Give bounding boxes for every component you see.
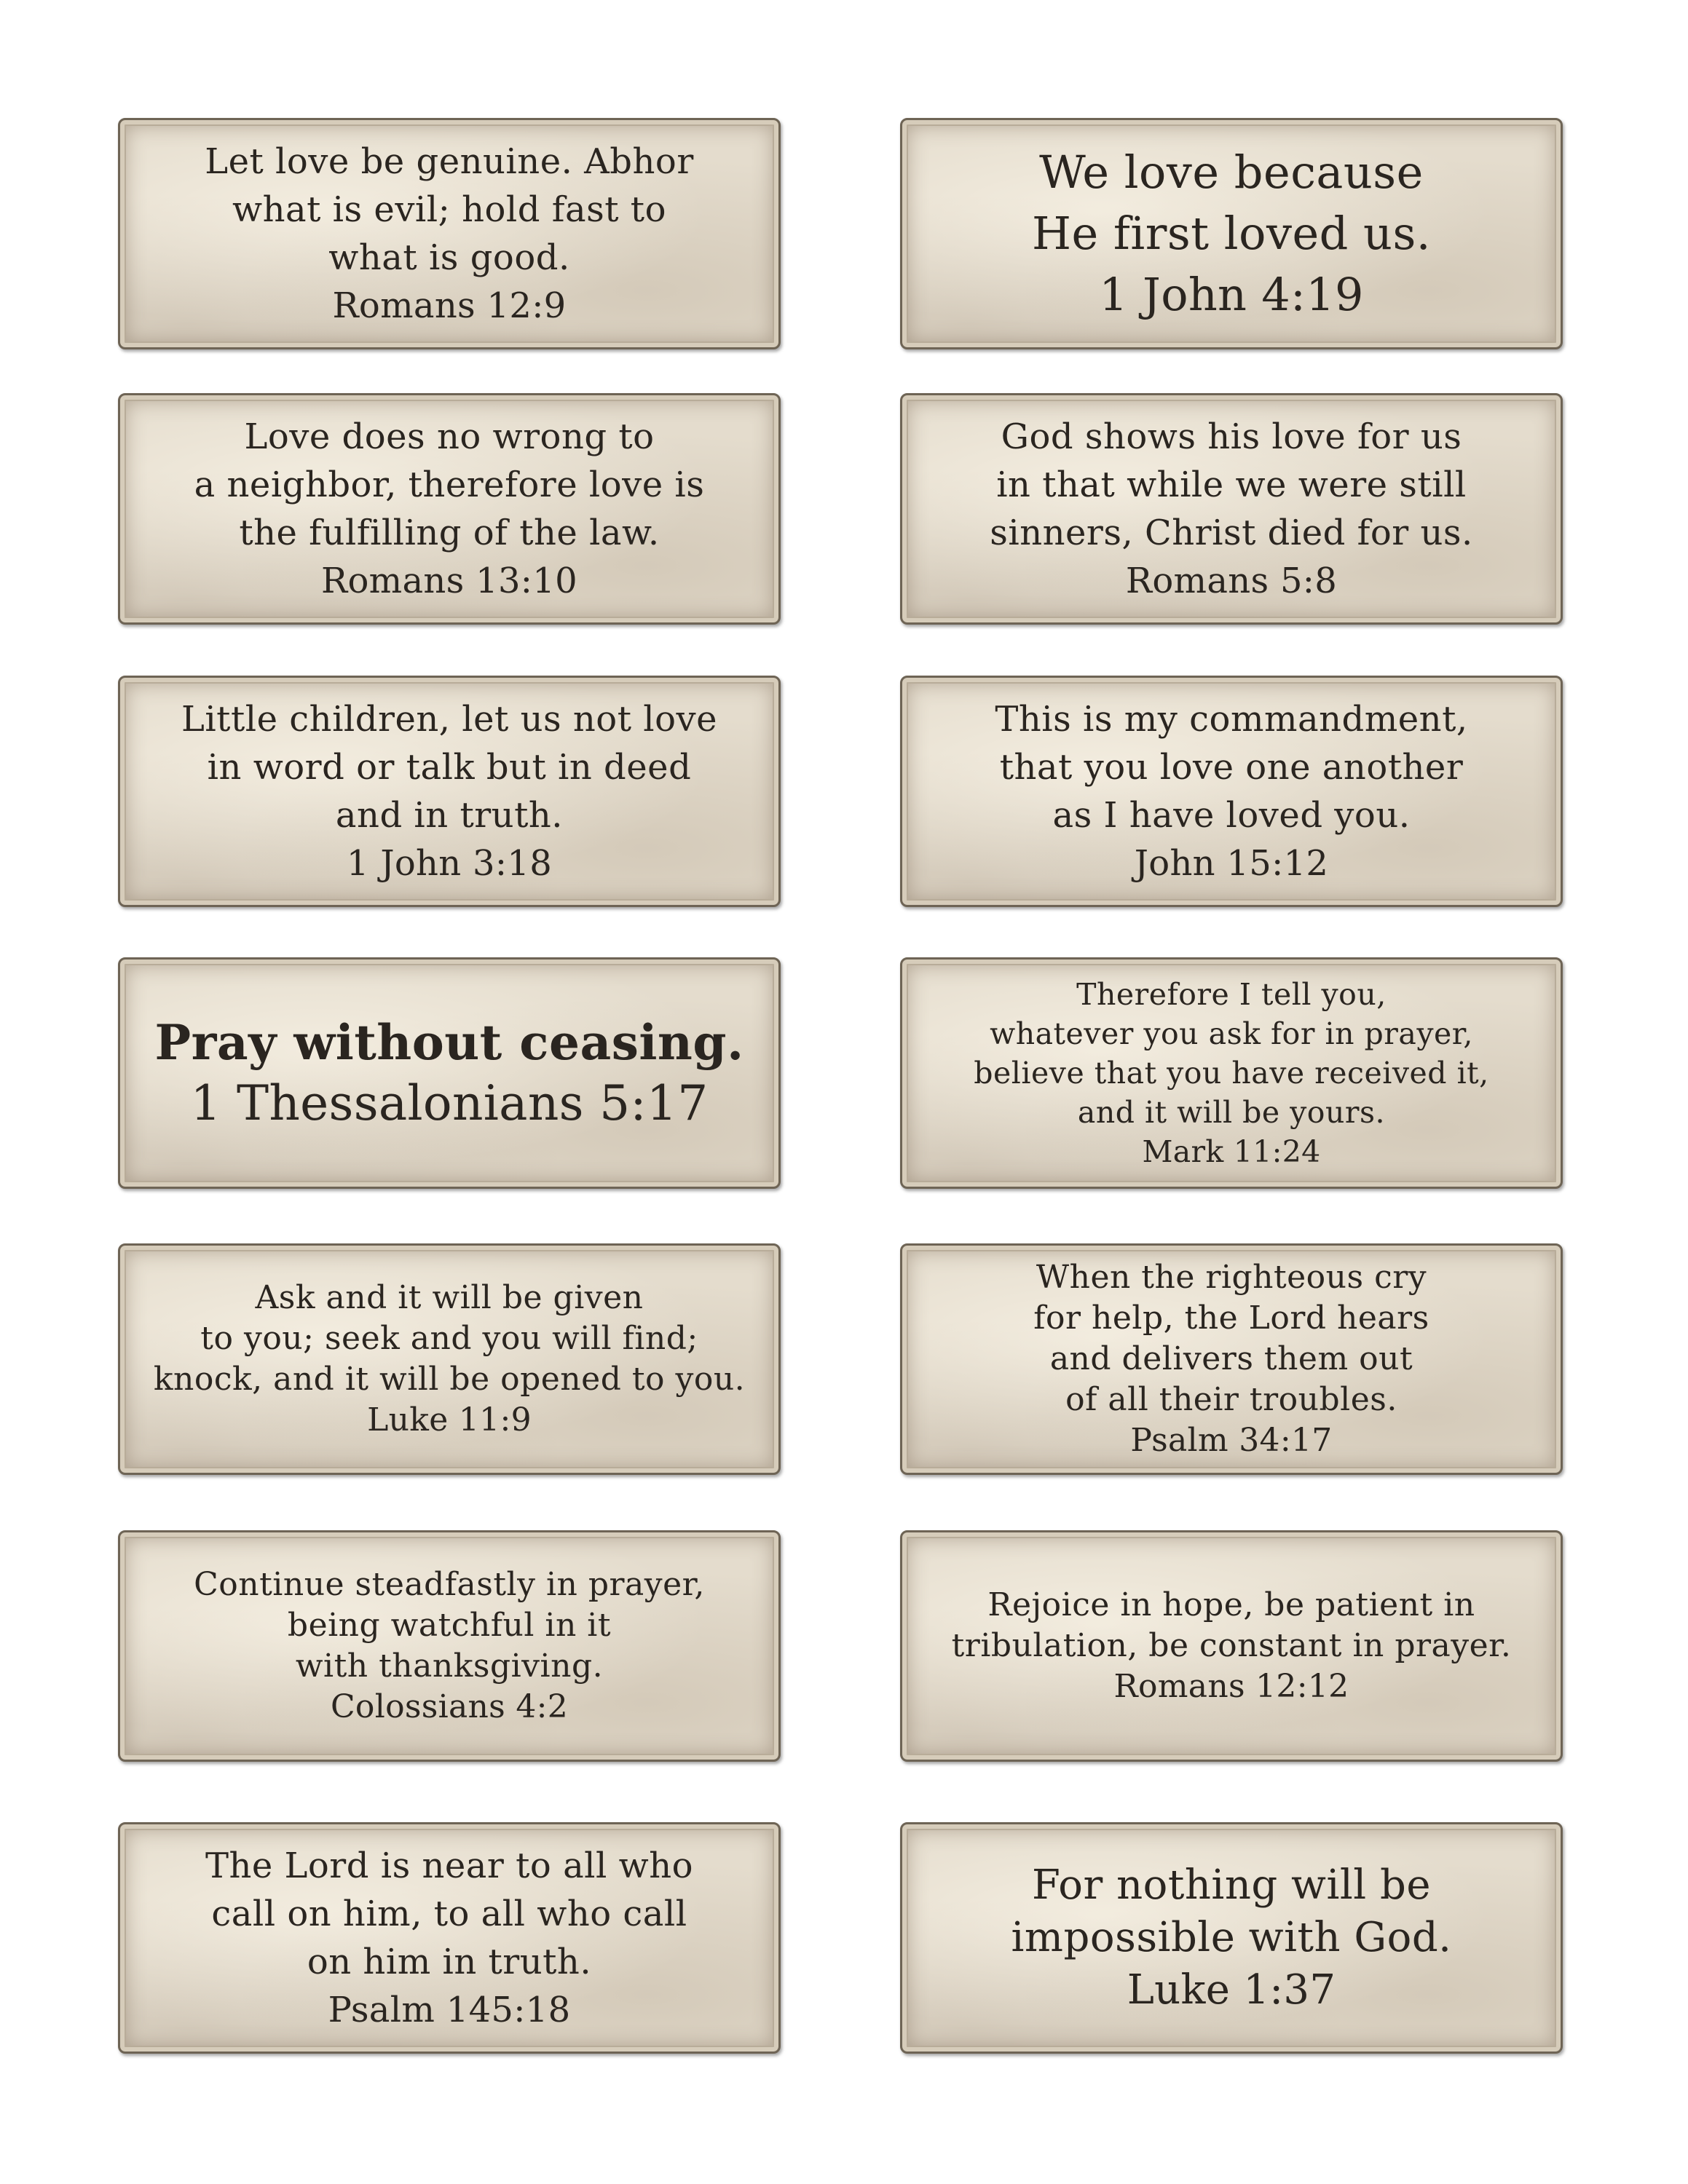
verse-line: Ask and it will be given [255,1279,644,1316]
verse-line: Therefore I tell you, [1076,977,1387,1012]
verse-line: call on him, to all who call [211,1894,687,1934]
verse-reference: 1 Thessalonians 5:17 [190,1075,709,1131]
verse-reference: John 15:12 [1134,843,1329,884]
verse-line: When the righteous cry [1036,1259,1427,1296]
verse-line: knock, and it will be opened to you. [153,1361,746,1398]
verse-reference: 1 John 4:19 [1099,268,1364,321]
verse-reference: Romans 12:12 [1113,1668,1349,1705]
verse-reference: 1 John 3:18 [346,843,553,884]
verse-line: The Lord is near to all who [205,1845,694,1886]
verse-card-romans-12-12 [900,1530,1563,1762]
verse-card-john-15-12 [900,676,1563,907]
verse-reference: Psalm 145:18 [328,1990,571,2030]
verse-card-luke-1-37 [900,1822,1563,2054]
verse-card-psalm-34-17 [900,1243,1563,1475]
verse-reference: Romans 5:8 [1125,561,1338,601]
verse-line: in that while we were still [996,464,1467,505]
verse-line: This is my commandment, [995,699,1468,740]
verse-line: impossible with God. [1011,1914,1452,1961]
verse-reference: Colossians 4:2 [330,1688,569,1725]
verse-card-psalm-145-18 [118,1822,781,2054]
verse-line: and it will be yours. [1077,1095,1386,1130]
verse-reference: Luke 1:37 [1127,1966,1336,2014]
verse-line: whatever you ask for in prayer, [990,1016,1473,1051]
verse-line: what is evil; hold fast to [232,189,666,230]
verse-reference: Mark 11:24 [1142,1134,1321,1169]
verse-line: of all their troubles. [1065,1381,1397,1418]
verse-card-romans-13-10 [118,393,781,625]
verse-line: the fulfilling of the law. [239,513,660,553]
verse-line: a neighbor, therefore love is [194,464,705,505]
verse-line: God shows his love for us [1001,416,1462,457]
verse-line: Continue steadfastly in prayer, [194,1566,705,1603]
verse-card-1-john-3-18 [118,676,781,907]
verse-card-colossians-4-2 [118,1530,781,1762]
verse-line: We love because [1039,146,1424,199]
verse-card-1-thessalonians-5-17 [118,957,781,1189]
verse-line: sinners, Christ died for us. [990,513,1473,553]
verse-line: that you love one another [999,747,1464,788]
verse-line: in word or talk but in deed [207,747,692,788]
verse-line: Little children, let us not love [181,699,718,740]
verse-line: to you; seek and you will find; [200,1320,698,1357]
verse-line: what is good. [328,237,570,278]
verse-reference: Romans 13:10 [321,561,577,601]
verse-line: For nothing will be [1031,1861,1431,1909]
verse-line: Pray without ceasing. [154,1014,744,1071]
verse-line: and in truth. [335,795,564,836]
verse-line: believe that you have received it, [974,1056,1489,1091]
verse-line: tribulation, be constant in prayer. [951,1627,1512,1664]
verse-reference: Luke 11:9 [367,1401,532,1439]
verse-line: Rejoice in hope, be patient in [987,1586,1475,1623]
verse-card-romans-5-8 [900,393,1563,625]
verse-reference: Romans 12:9 [332,285,567,326]
verse-card-romans-12-9 [118,118,781,349]
verse-reference: Psalm 34:17 [1130,1422,1333,1459]
verse-line: on him in truth. [307,1942,592,1982]
verse-line: Let love be genuine. Abhor [205,141,694,182]
verse-line: Love does no wrong to [244,416,655,457]
verse-line: with thanksgiving. [295,1647,604,1685]
verse-line: being watchful in it [287,1607,612,1644]
verse-line: He first loved us. [1031,207,1432,260]
verse-line: for help, the Lord hears [1033,1299,1429,1337]
verse-line: and delivers them out [1049,1340,1413,1377]
verse-card-luke-11-9 [118,1243,781,1475]
verse-line: as I have loved you. [1052,795,1411,836]
verse-card-1-john-4-19 [900,118,1563,349]
verse-card-mark-11-24 [900,957,1563,1189]
